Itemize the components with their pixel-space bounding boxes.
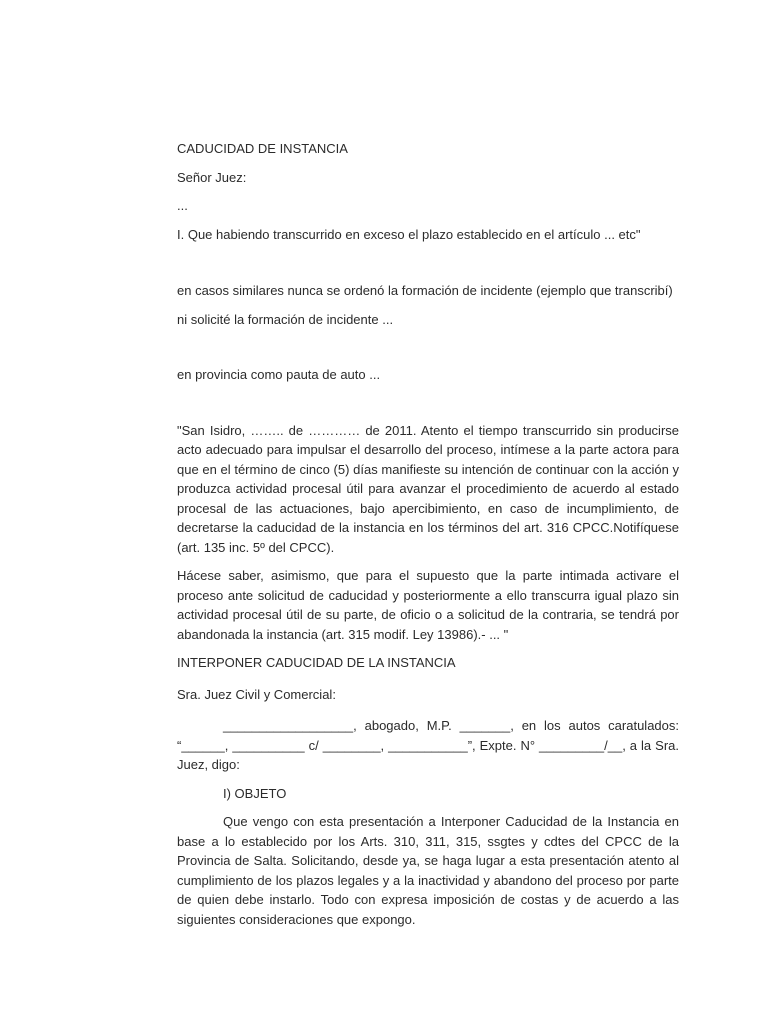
section-title-interponer: INTERPONER CADUCIDAD DE LA INSTANCIA xyxy=(177,655,456,670)
paragraph-casos-similares: en casos similares nunca se ordenó la formación de incidente (ejemplo que transcribí) xyxy=(177,283,673,298)
paragraph-objeto: Que vengo con esta presentación a Interponer Caducidad de la Instancia en base a lo establecido por los Arts. 310, 311, 315, ssgtes y cdtes del CPCC de la Provincia de Salta. Solicitando, desde ya, se haga lugar a esta presentación atento al cumplimiento de los plazos legales y a la inactividad y abandono del proceso por parte de quien debe instarlo. Todo con expresa imposición de costas y de acuerdo a las siguientes consideraciones que expongo. xyxy=(177,814,679,927)
paragraph-i: I. Que habiendo transcurrido en exceso el plazo establecido en el artículo ... etc" xyxy=(177,226,641,242)
document-title: CADUCIDAD DE INSTANCIA xyxy=(177,141,348,156)
salutation-judge-civil: Sra. Juez Civil y Comercial: xyxy=(177,686,336,702)
heading-objeto: I) OBJETO xyxy=(223,785,287,801)
paragraph-abogado-autos: __________________, abogado, M.P. _______, en los autos caratulados: “______, __________ c/ ________, ___________”, Expte. N° _________/__, a la Sra. Juez, digo: xyxy=(177,718,679,772)
salutation-judge: Señor Juez: xyxy=(177,169,247,185)
quoted-decree-paragraph-1: "San Isidro, …….. de ………… de 2011. Atento el tiempo transcurrido sin producirse acto adecuado para impulsar el desarrollo del proceso, intímese a la parte actora para que en el término de cinco (5) días manifieste su intención de continuar con la acción y produzca actividad procesal útil para avanzar el procedimiento de acuerdo al estado procesal de las actuaciones, bajo apercibimiento, en caso de incumplimiento, de decretarse la caducidad de la instancia en los términos del art. 316 CPCC.Notifíquese (art. 135 inc. 5º del CPCC). xyxy=(177,422,679,555)
paragraph-provincia: en provincia como pauta de auto ... xyxy=(177,367,381,382)
ellipsis-line: ... xyxy=(177,198,188,213)
paragraph-ni-solicite: ni solicité la formación de incidente ... xyxy=(177,311,394,327)
quoted-decree-paragraph-2: Hácese saber, asimismo, que para el supuesto que la parte intimada activare el proceso ante solicitud de caducidad y posteriormente a ello transcurra igual plazo sin actividad procesal útil de su parte, de oficio o a solicitud de la contraria, se tendrá por abandonada la instancia (art. 315 modif. Ley 13986).- ... " xyxy=(177,568,679,642)
